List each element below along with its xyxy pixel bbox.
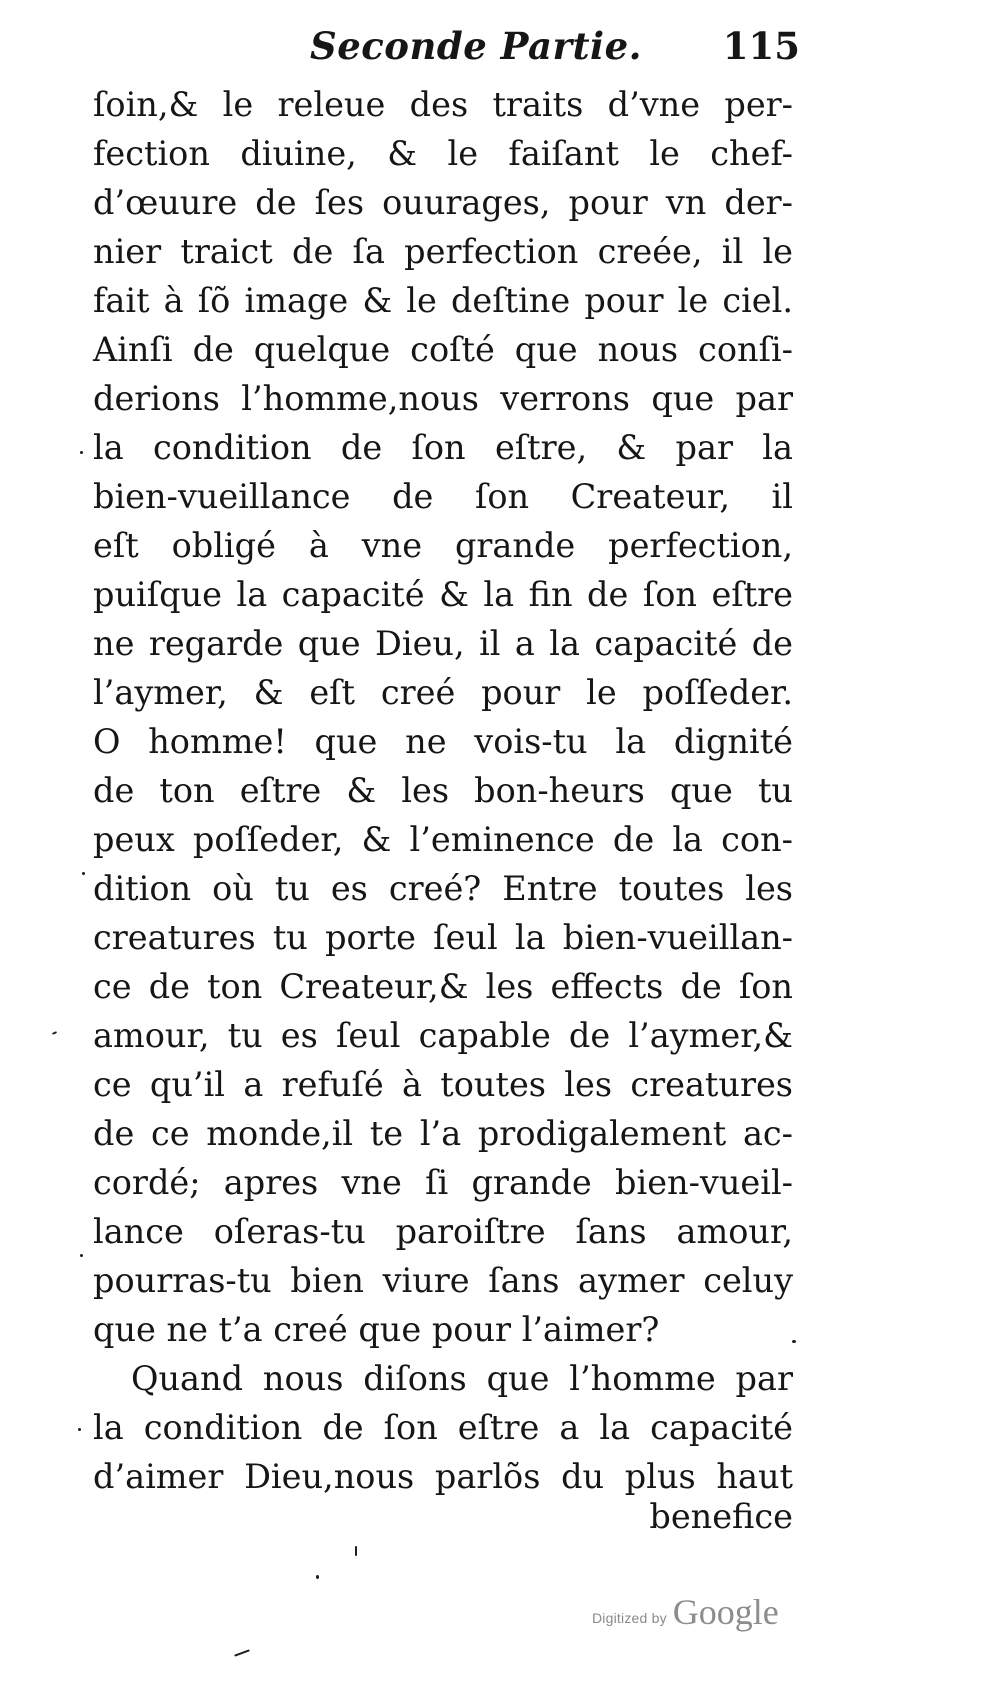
digitized-by-google-watermark <box>592 1586 802 1632</box>
scan-speck <box>80 451 83 454</box>
text-line: lance oſeras-tu paroiſtre ſans amour, <box>93 1212 793 1251</box>
text-line: l’aymer, & eſt creé pour le poſſeder. <box>93 673 793 712</box>
text-line: la condition de ſon eſtre a la capacité <box>93 1408 793 1447</box>
running-title: Seconde Partie. <box>310 24 643 68</box>
body-text <box>93 80 793 1501</box>
text-line: d’aimer Dieu,nous parlõs du plus haut <box>93 1457 793 1496</box>
text-line: de ton eſtre & les bon-heurs que tu <box>93 771 793 810</box>
text-line: creatures tu porte ſeul la bien-vueillan- <box>93 918 793 957</box>
text-line: cordé; apres vne ſi grande bien-vueil- <box>93 1163 793 1202</box>
text-line: eſt obligé à vne grande perfection, <box>93 526 793 565</box>
scan-speck <box>78 1428 81 1431</box>
text-line: Ainſi de quelque coſté que nous conſi- <box>93 330 793 369</box>
text-line: nier traict de ſa perfection creée, il le <box>93 232 793 271</box>
text-line: O homme! que ne vois-tu la dignité <box>93 722 793 761</box>
scan-speck <box>52 1031 57 1035</box>
scan-speck <box>792 1340 796 1343</box>
scan-speck <box>82 872 85 875</box>
text-line: pourras-tu bien viure ſans aymer celuy <box>93 1261 793 1300</box>
page-number: 115 <box>722 24 800 68</box>
paragraph-first-line: Quand nous diſons que l’homme par <box>131 1359 793 1398</box>
text-line: ce de ton Createur,& les effects de ſon <box>93 967 793 1006</box>
scan-speck <box>80 1254 83 1257</box>
text-line: dition où tu es creé? Entre toutes les <box>93 869 793 908</box>
text-line: peux poſſeder, & l’eminence de la con- <box>93 820 793 859</box>
text-line: que ne t’a creé que pour l’aimer? <box>93 1310 660 1349</box>
text-line: ſoin,& le releue des traits d’vne per- <box>93 85 793 124</box>
text-line: fait à ſõ image & le deſtine pour le ciel. <box>93 281 793 320</box>
text-line: la condition de ſon eſtre, & par la <box>93 428 793 467</box>
scan-speck <box>234 1649 250 1656</box>
scan-speck <box>355 1546 357 1556</box>
text-line: puiſque la capacité & la fin de ſon eſtre <box>93 575 793 614</box>
text-line: ne regarde que Dieu, il a la capacité de <box>93 624 793 663</box>
running-head <box>310 18 800 82</box>
text-line: derions l’homme,nous verrons que par <box>93 379 793 418</box>
text-line: de ce monde,il te l’a prodigalement ac- <box>93 1114 793 1153</box>
google-wordmark: Google <box>672 1592 779 1632</box>
text-line: amour, tu es ſeul capable de l’aymer,& <box>93 1016 793 1055</box>
watermark-prefix: Digitized by <box>592 1610 667 1626</box>
text-line: d’œuure de ſes ouurages, pour vn der- <box>93 183 793 222</box>
text-line: fection diuine, & le faiſant le chef- <box>93 134 793 173</box>
catchword: benefice <box>649 1497 793 1536</box>
text-line: ce qu’il a refuſé à toutes les creatures <box>93 1065 793 1104</box>
scan-speck <box>316 1575 319 1579</box>
text-line: bien-vueillance de ſon Createur, il <box>93 477 793 516</box>
